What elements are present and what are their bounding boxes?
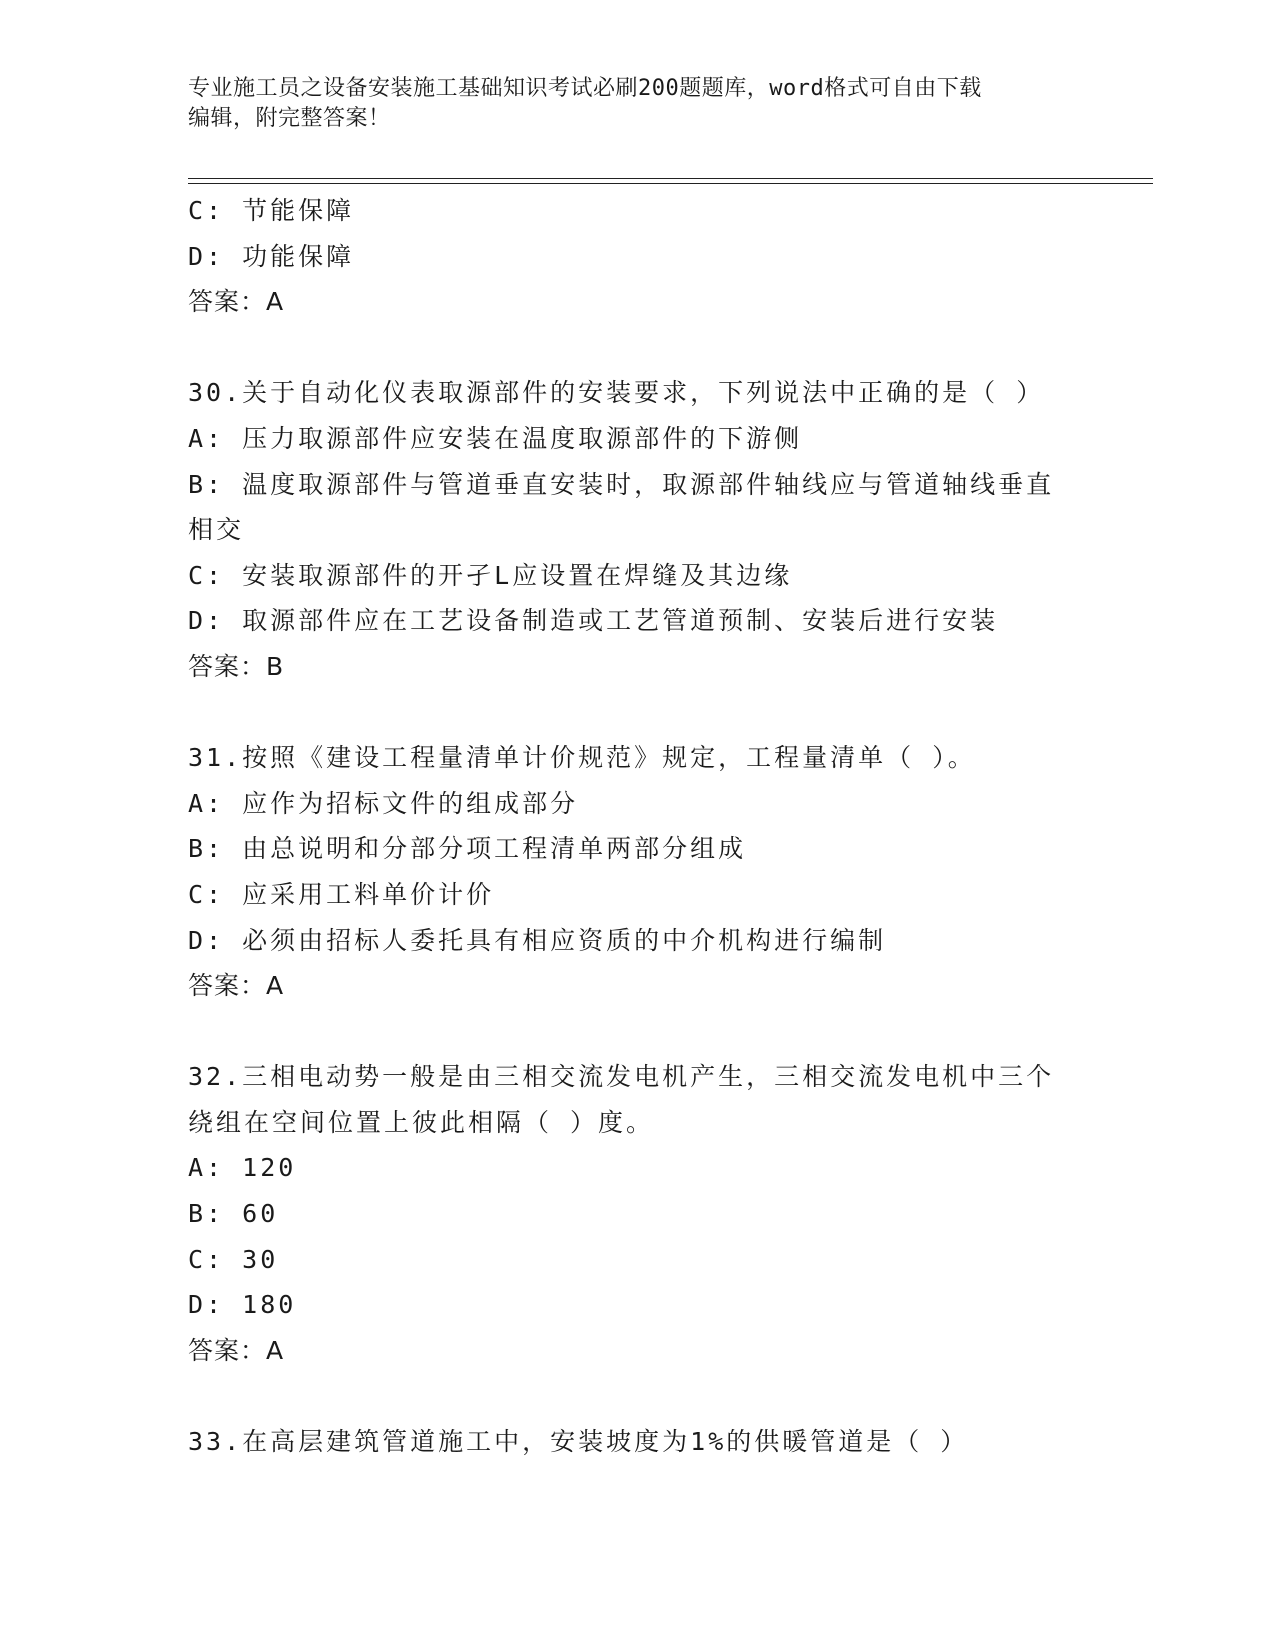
option-a: A: 压力取源部件应安装在温度取源部件的下游侧 — [188, 423, 803, 453]
header-title-line-1: 专业施工员之设备安装施工基础知识考试必刷200题题库，word格式可自由下载 — [188, 76, 982, 101]
answer-line: 答案：A — [188, 971, 285, 1001]
question-stem: 33.在高层建筑管道施工中，安装坡度为1%的供暖管道是（ ） — [188, 1427, 969, 1457]
document-body — [188, 188, 1088, 1465]
option-a: A: 120 — [188, 1153, 297, 1183]
option-c: C: 安装取源部件的开孑L应设置在焊缝及其边缘 — [188, 560, 793, 590]
spacer — [188, 1373, 1088, 1419]
answer-line: 答案：A — [188, 287, 285, 317]
spacer — [188, 1009, 1088, 1055]
answer-line: 答案：A — [188, 1335, 285, 1365]
question-stem: 30.关于自动化仪表取源部件的安装要求，下列说法中正确的是（ ） — [188, 378, 1045, 408]
option-c: C: 30 — [188, 1244, 279, 1274]
option-d: D: 180 — [188, 1290, 297, 1320]
answer-line: 答案：B — [188, 651, 285, 681]
question-32 — [188, 1054, 1088, 1373]
header-title-line-2: 编辑，附完整答案！ — [188, 106, 391, 131]
question-stem: 32.三相电动势一般是由三相交流发电机产生，三相交流发电机中三个 — [188, 1062, 1055, 1092]
question-stem-continuation: 绕组在空间位置上彼此相隔（ ）度。 — [188, 1107, 655, 1137]
question-30 — [188, 370, 1088, 689]
question-29-continuation — [188, 188, 1088, 325]
spacer — [188, 690, 1088, 736]
question-stem: 31.按照《建设工程量清单计价规范》规定，工程量清单（ ）。 — [188, 743, 976, 773]
question-31 — [188, 735, 1088, 1009]
option-d: D: 功能保障 — [188, 241, 355, 271]
option-b: B: 60 — [188, 1199, 279, 1229]
option-d: D: 必须由招标人委托具有相应资质的中介机构进行编制 — [188, 925, 887, 955]
option-b: B: 由总说明和分部分项工程清单两部分组成 — [188, 834, 747, 864]
option-b-continuation: 相交 — [188, 515, 245, 545]
option-c: C: 节能保障 — [188, 196, 355, 225]
header-divider-bottom — [188, 183, 1153, 184]
option-a: A: 应作为招标文件的组成部分 — [188, 788, 579, 818]
question-33 — [188, 1419, 1088, 1465]
option-d: D: 取源部件应在工艺设备制造或工艺管道预制、安装后进行安装 — [188, 606, 999, 636]
option-c: C: 应采用工料单价计价 — [188, 879, 495, 909]
document-header — [188, 74, 1088, 134]
spacer — [188, 325, 1088, 371]
option-b: B: 温度取源部件与管道垂直安装时，取源部件轴线应与管道轴线垂直 — [188, 469, 1055, 499]
header-divider-top — [188, 178, 1153, 179]
